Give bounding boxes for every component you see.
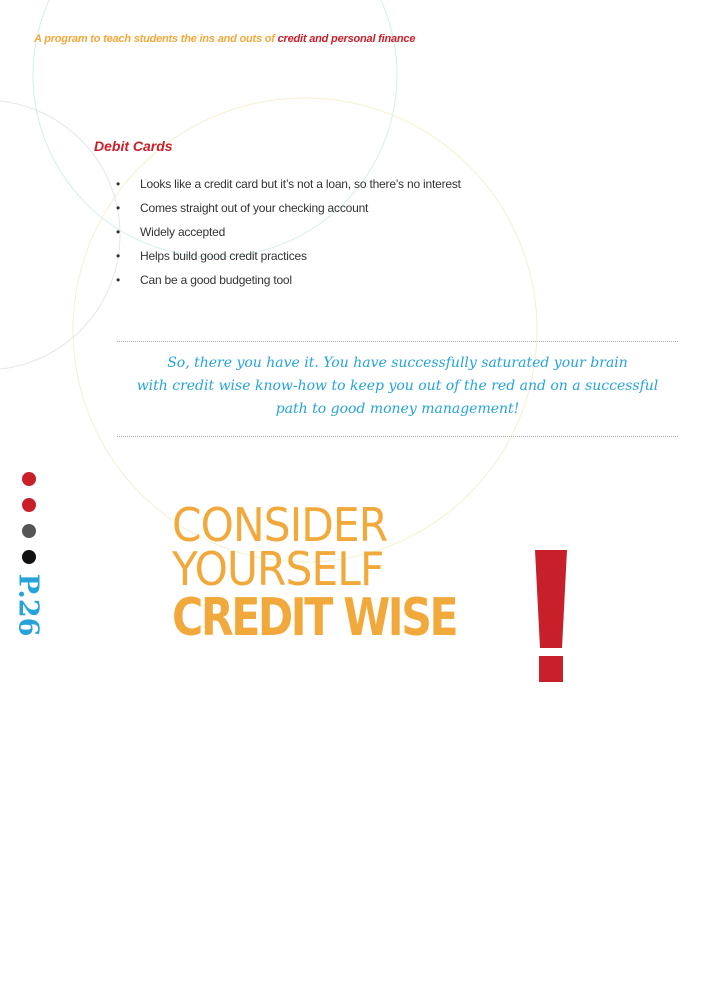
header-tagline bbox=[34, 33, 415, 45]
list-item-text: Can be a good budgeting tool bbox=[140, 273, 292, 287]
list-item bbox=[116, 224, 461, 248]
title-block bbox=[172, 498, 519, 648]
quote-line: with credit wise know-how to keep you out of the red and on a successful bbox=[136, 378, 659, 394]
divider-bottom bbox=[117, 436, 678, 437]
list-item-text: Comes straight out of your checking account bbox=[140, 201, 369, 215]
dot-icon bbox=[22, 472, 36, 486]
list-item bbox=[116, 176, 461, 200]
quote-line: So, there you have it. You have successfully saturated your brain bbox=[167, 355, 628, 371]
title-line-yourself: YOURSELF bbox=[172, 542, 384, 596]
page-number: P.26 bbox=[12, 573, 44, 637]
side-dots bbox=[22, 472, 36, 576]
bullet-icon: • bbox=[116, 201, 121, 215]
bullet-icon: • bbox=[116, 225, 121, 239]
tagline-highlight: credit and personal finance bbox=[277, 33, 416, 45]
bullet-icon: • bbox=[116, 249, 121, 263]
list-item bbox=[116, 248, 461, 272]
quote-line: path to good money management! bbox=[275, 401, 520, 417]
title-line-consider: CONSIDER bbox=[172, 498, 388, 552]
dot-icon bbox=[22, 524, 36, 538]
list-item-text: Widely accepted bbox=[140, 225, 226, 239]
list-item bbox=[116, 200, 461, 224]
exclamation-mark-icon bbox=[433, 450, 569, 684]
dot-icon bbox=[22, 498, 36, 512]
list-item bbox=[116, 272, 461, 296]
bullet-icon: • bbox=[116, 273, 121, 287]
exclamation-text: ! bbox=[433, 450, 434, 451]
bullet-icon: • bbox=[116, 177, 121, 191]
bullet-list bbox=[116, 176, 461, 296]
divider-top bbox=[117, 341, 678, 342]
tagline-text: A program to teach students the ins and outs of bbox=[34, 33, 275, 45]
list-item-text: Looks like a credit card but it’s not a loan, so there’s no interest bbox=[140, 177, 461, 191]
section-heading: Debit Cards bbox=[94, 138, 173, 154]
list-item-text: Helps build good credit practices bbox=[140, 249, 307, 263]
title-line-credit-wise: CREDIT WISE bbox=[172, 588, 457, 648]
dot-icon bbox=[22, 550, 36, 564]
closing-quote bbox=[117, 352, 678, 421]
